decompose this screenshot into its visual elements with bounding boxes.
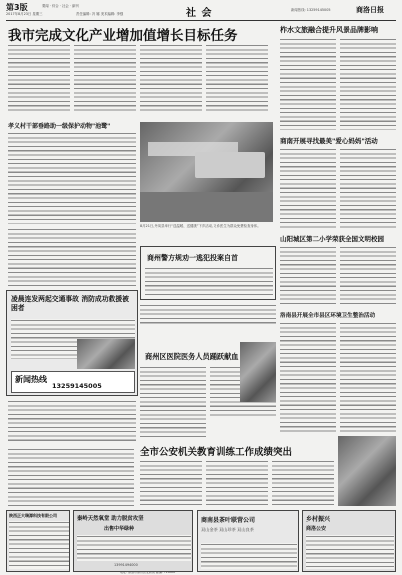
section-title: 社 会 [186, 8, 213, 19]
heart-body-2 [340, 148, 396, 228]
ad-2-body [77, 535, 191, 561]
culture-body-1 [8, 44, 70, 114]
ad-4-sub: 商洛公安 [306, 526, 327, 532]
photo-ground [140, 192, 273, 222]
school-headline: 山阳城区第二小学荣获全国文明校园 [280, 235, 384, 243]
hospital-body-1 [140, 366, 206, 438]
police-headline: 商州警方规劝一逃犯投案自首 [147, 254, 238, 262]
training-body-3 [206, 460, 268, 508]
culture-body-4 [206, 44, 268, 114]
ad-2-phone: 13991494000 [114, 563, 138, 567]
ad-4-title: 乡村振兴 [306, 516, 331, 523]
bottom-left-body [8, 400, 136, 444]
culture-headline: 我市完成文化产业增加值增长目标任务 [8, 28, 238, 44]
ad-1-title: 陕西正大瑞源科技有限公司 [9, 513, 57, 518]
village-body [8, 132, 136, 224]
news-hotline-number: 13259145005 [52, 382, 102, 390]
railway-body-1 [280, 38, 336, 130]
center-body [140, 304, 276, 324]
training-body-2 [140, 460, 202, 508]
photo-caption: 8月21日,丹凤县举行“送温暖、送健康”下乡活动,义诊医生为群众免费检查身体。 [140, 224, 261, 228]
news-hotline-box [11, 371, 135, 393]
ad-3 [197, 510, 299, 572]
ad-1 [6, 510, 70, 572]
footer-address: 地址: 商洛市商州区北新街 邮编: 726000 [120, 571, 176, 574]
culture-body-3 [140, 44, 202, 114]
culture-body-2 [74, 44, 136, 114]
training-photo [338, 436, 396, 506]
heart-body-1 [280, 148, 336, 228]
paper-name: 商洛日报 [356, 6, 384, 14]
railway-body-2 [340, 38, 396, 130]
hotline-text: 新闻热线: 13259145005 [291, 8, 331, 12]
ad-3-body [201, 543, 297, 569]
heart-headline: 商南开展寻找最美"爱心妈妈"活动 [280, 137, 378, 145]
ad-3-title: 商南县茶叶联营公司 [201, 517, 256, 524]
school-body-2 [340, 246, 396, 304]
village-headline: 孝义村干部垂路助一级保护动物"池鹭" [8, 123, 111, 130]
event-photo [140, 122, 273, 222]
edition-label: 第3版 [6, 3, 28, 12]
left-body-mid [8, 228, 136, 286]
traffic-box [6, 290, 138, 396]
photo-bus [195, 152, 265, 178]
ad-4-body [306, 535, 394, 569]
school-body-1 [280, 246, 336, 304]
skill-body-1 [280, 322, 336, 432]
traffic-headline: 凌晨连发两起交通事故 消防成功救援被困者 [11, 295, 129, 312]
railway-headline: 柞水文旅融合提升风景品牌影响 [280, 26, 378, 34]
ad-3-lines: 双山金茶 双山珍茶 双山良茶 [201, 527, 254, 532]
ad-1-body [9, 521, 69, 569]
skill-headline: 洛南县开展全市县区环境卫生整治活动 [280, 313, 376, 319]
police-body [145, 267, 273, 297]
ad-2 [73, 510, 193, 572]
ad-4 [302, 510, 396, 572]
police-box [140, 246, 276, 300]
training-body-4 [272, 460, 334, 508]
training-headline: 全市公安机关教育训练工作成绩突出 [140, 447, 293, 458]
traffic-photo [77, 339, 135, 369]
editor-line: 责任编辑: 冯 娜 美术编辑: 李强 [76, 12, 124, 16]
masthead-nav: 要闻 · 综合 · 社会 · 副刊 [42, 4, 79, 8]
masthead [6, 2, 396, 21]
training-body-1 [8, 448, 134, 506]
edition-date: 2017年8月23日 星期三 [6, 12, 43, 16]
ad-2-sub: 出售中华绿种 [104, 526, 135, 532]
skill-body-2 [340, 322, 396, 432]
hospital-photo [240, 342, 276, 402]
hospital-headline: 商州区医院医务人员踊跃献血 [145, 352, 239, 361]
news-hotline-label: 新闻热线 [15, 375, 47, 384]
ad-2-title: 秦岭天然氧堂 助力脱贫攻坚 [77, 516, 144, 522]
